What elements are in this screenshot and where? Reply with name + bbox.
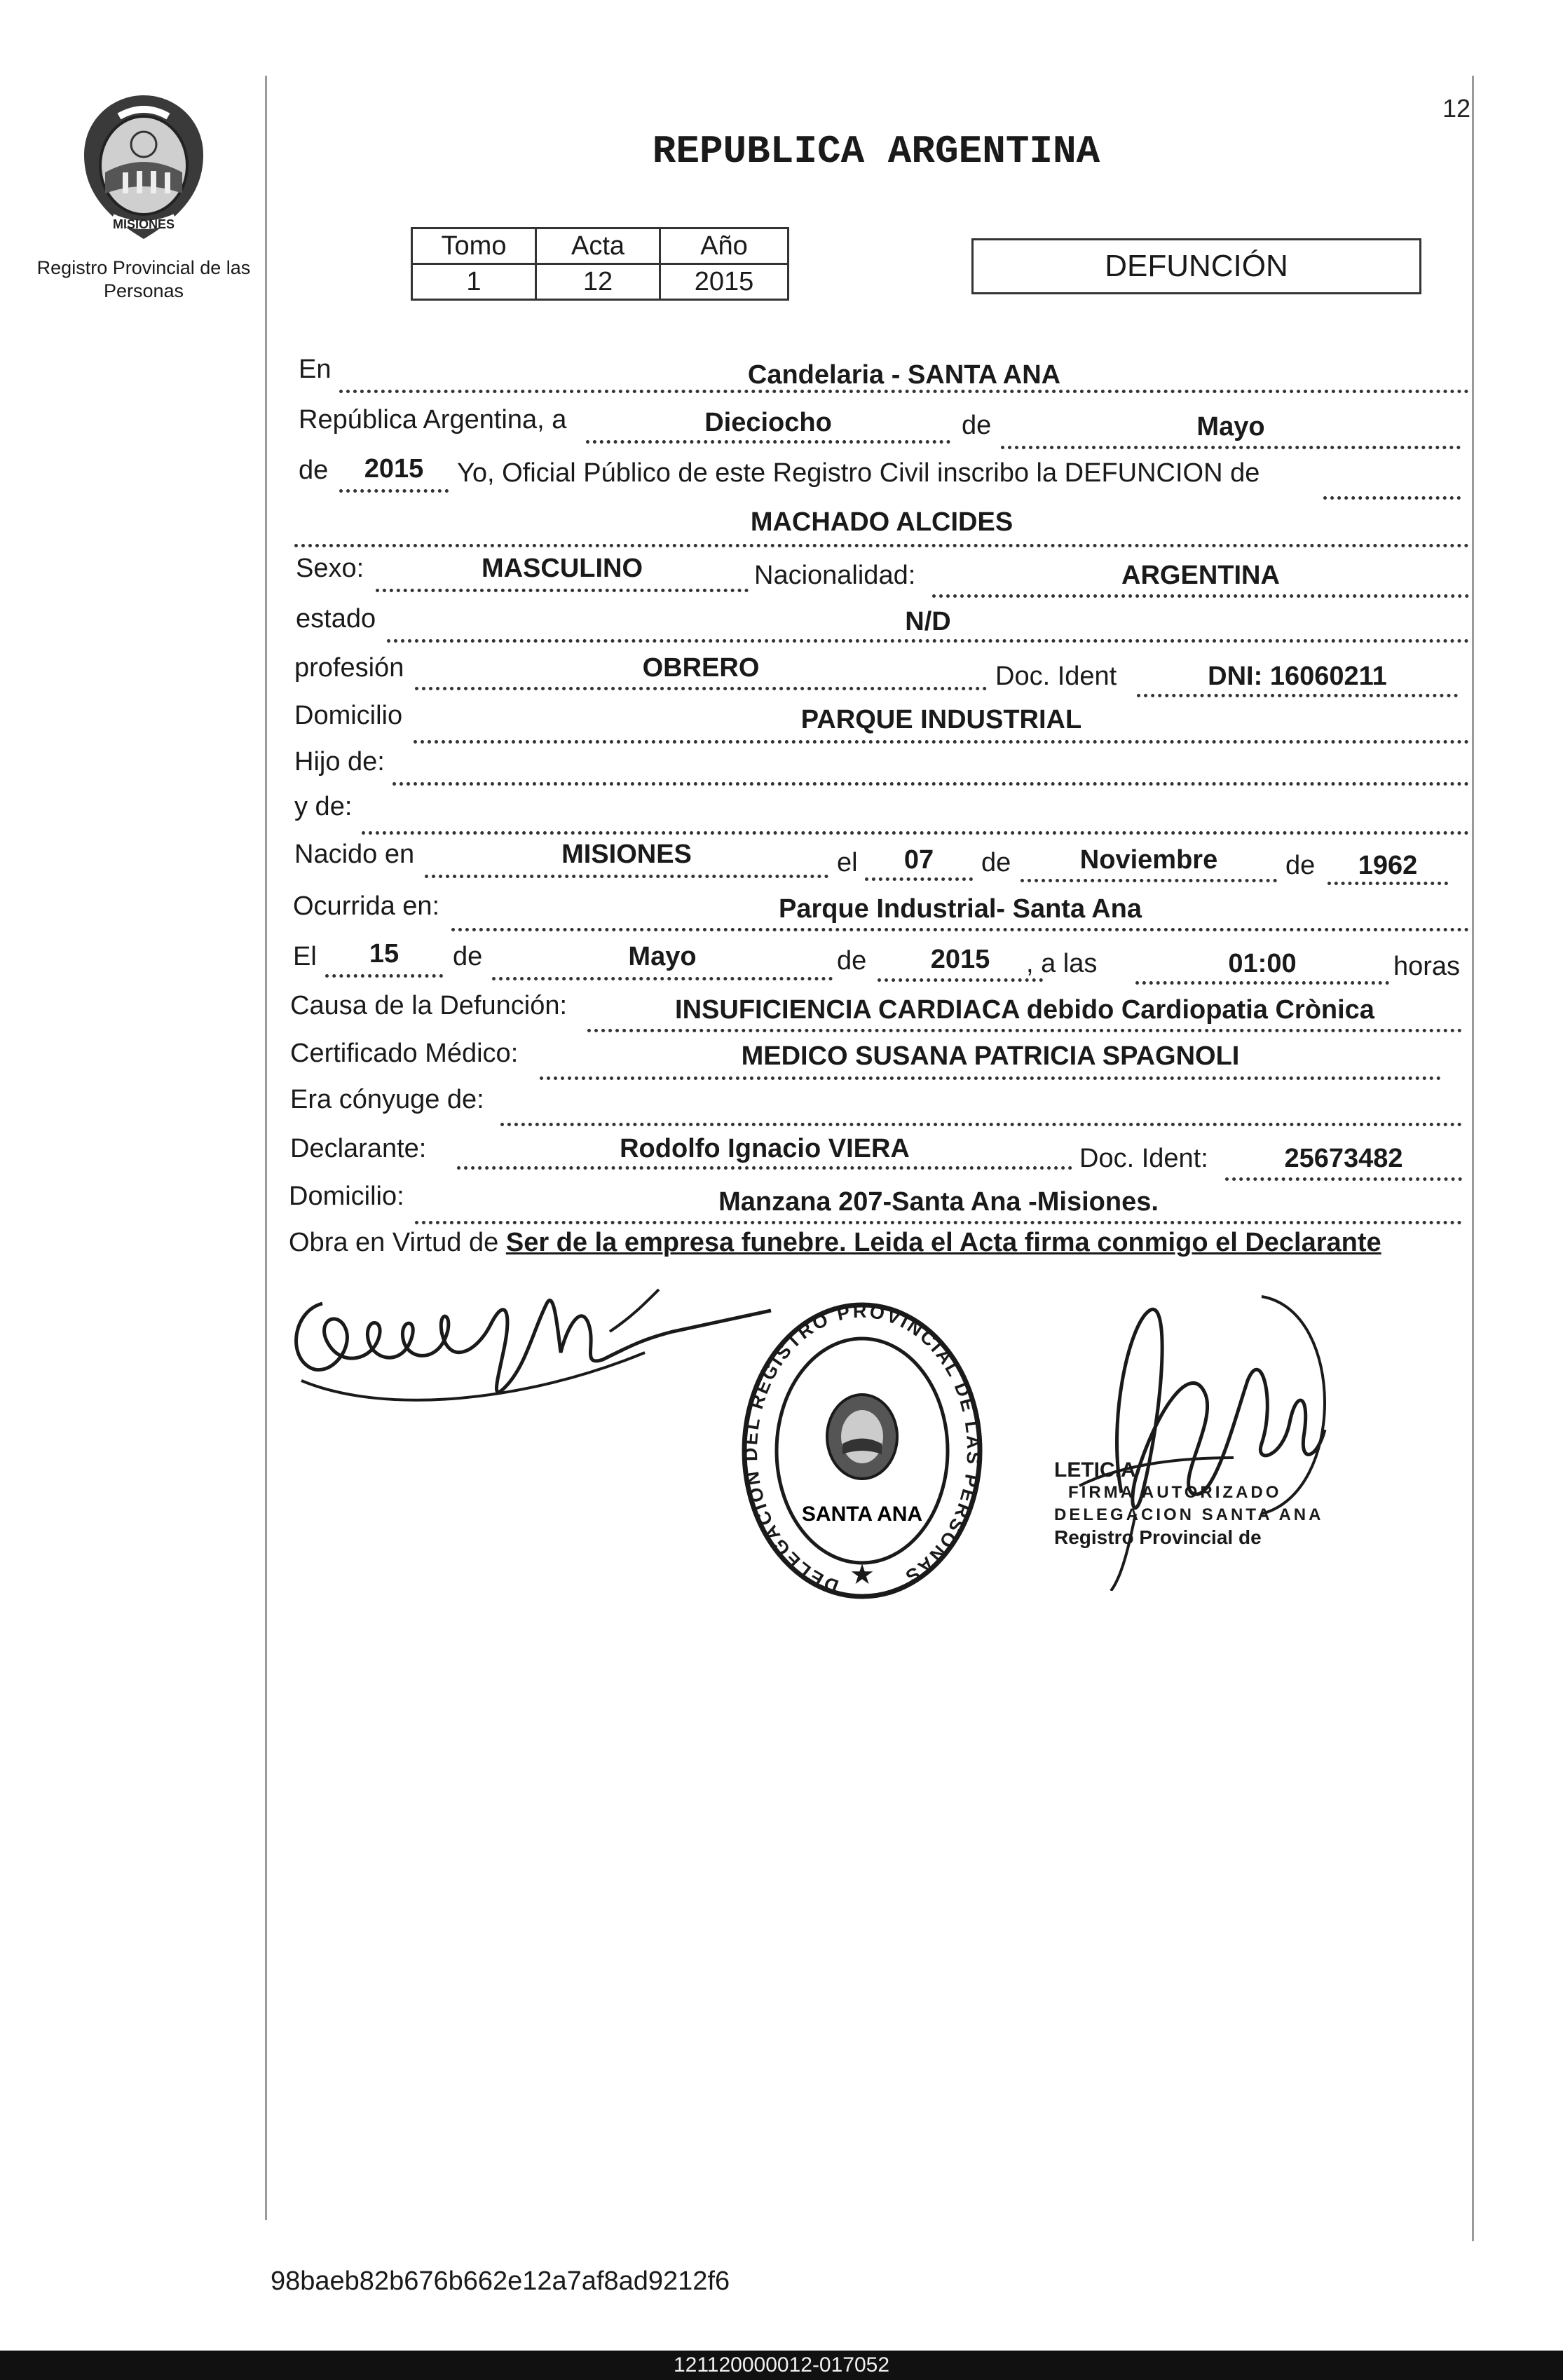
registry-round-stamp [729,1290,995,1612]
dotted-line [1137,694,1458,697]
de-label: de [453,942,483,971]
def-dia-value: 15 [369,939,400,969]
acta-label: Acta [536,228,660,264]
nombre-value: MACHADO ALCIDES [750,507,1013,537]
dotted-line [492,977,833,980]
official-stamp [1054,1459,1323,1549]
nac-dia-value: 07 [903,845,934,875]
dotted-line [540,1076,1441,1080]
profesion-value: OBRERO [642,653,760,683]
declarante-doc-value: 25673482 [1284,1144,1403,1173]
ano-value: 2015 [660,264,789,300]
logo-caption: Registro Provincial de las Personas [36,257,251,301]
right-margin-line [1472,76,1474,2241]
dotted-line [1021,879,1277,882]
dotted-line [457,1166,1072,1170]
declarante-domicilio-value: Manzana 207-Santa Ana -Misiones. [718,1187,1159,1217]
ano-value: 2015 [364,454,424,484]
yo-oficial-text: Yo, Oficial Público de este Registro Civil inscribo la DEFUNCION de [457,458,1260,488]
hijo-de-label: Hijo de: [294,747,385,777]
dotted-line [1323,496,1461,500]
sexo-value: MASCULINO [481,554,643,583]
ocurrida-en-value: Parque Industrial- Santa Ana [778,894,1142,924]
ano-label: Año [660,228,789,264]
doc-ident2-label: Doc. Ident: [1079,1144,1208,1173]
svg-text:MISIONES: MISIONES [112,217,175,231]
de-label: de [981,848,1011,877]
dotted-line [1327,882,1448,885]
lugar-value: Candelaria - SANTA ANA [747,360,1061,390]
obra-label: Obra en Virtud de [289,1228,499,1257]
dotted-line [415,687,987,690]
document-title: REPUBLICA ARGENTINA [652,129,1100,174]
dotted-line [414,740,1469,744]
dotted-line [393,782,1469,786]
star-icon: ★ [849,1559,875,1590]
domicilio-label: Domicilio [294,701,403,730]
tomo-value: 1 [412,264,536,300]
horas-label: horas [1393,952,1461,981]
dotted-line [387,639,1469,643]
official-stamp-line2: FIRMA AUTORIZADO [1068,1483,1282,1502]
nacionalidad-label: Nacionalidad: [754,561,916,590]
dotted-line [500,1123,1462,1126]
causa-label: Causa de la Defunción: [290,991,568,1020]
estado-value: N/D [905,607,951,636]
nacionalidad-value: ARGENTINA [1121,561,1280,590]
official-stamp-line1: LETICIA [1054,1458,1136,1482]
dotted-line [878,978,1043,982]
el-cap-label: El [293,942,317,971]
dotted-line [362,831,1469,835]
nac-ano-value: 1962 [1358,851,1418,880]
stamp-ring-text: DELEGACION DEL REGISTRO PROVINCIAL DE LAS PERSONAS [739,1300,985,1597]
doc-ident-label: Doc. Ident [995,662,1117,691]
certificado-value: MEDICO SUSANA PATRICIA SPAGNOLI [741,1041,1240,1071]
dotted-line [425,875,828,878]
domicilio-value: PARQUE INDUSTRIAL [800,705,1082,734]
def-mes-value: Mayo [628,942,697,971]
certificado-label: Certificado Médico: [290,1039,519,1068]
stamp-center-text: SANTA ANA [801,1503,923,1526]
declarante-value: Rodolfo Ignacio VIERA [620,1134,910,1163]
hora-value: 01:00 [1228,949,1297,978]
dotted-line [325,974,443,978]
obra-en-virtud-line [289,1228,1381,1258]
profesion-label: profesión [294,653,404,683]
left-margin-line [265,76,267,2220]
official-stamp-line4: Registro Provincial de [1054,1526,1262,1548]
obra-value: Ser de la empresa funebre. Leida el Acta firma conmigo el Declarante [505,1228,1381,1257]
dotted-line [451,928,1469,931]
record-type-box: DEFUNCIÓN [971,238,1421,294]
el-label: el [837,848,858,877]
de-label: de [299,456,329,485]
de-label: de [1285,851,1316,880]
tomo-label: Tomo [412,228,536,264]
de-label: de [962,411,992,440]
def-ano-value: 2015 [930,945,990,974]
declarant-signature [280,1261,785,1430]
de-label: de [837,946,867,976]
declarante-label: Declarante: [290,1134,427,1163]
en-label: En [299,355,332,384]
conyuge-label: Era cónyuge de: [290,1085,484,1114]
dotted-line [587,1029,1462,1032]
republica-label: República Argentina, a [299,405,567,435]
dotted-line [586,440,950,444]
a-las-label: , a las [1026,949,1098,978]
dotted-line [1225,1177,1462,1181]
dotted-line [415,1221,1462,1224]
dotted-line [1135,981,1389,985]
mes-value: Mayo [1196,412,1265,442]
y-de-label: y de: [294,792,353,821]
nacido-en-value: MISIONES [561,840,692,869]
dotted-line [294,544,1469,547]
causa-value: INSUFICIENCIA CARDIACA debido Cardiopatia Crònica [675,995,1374,1025]
dotted-line [1001,446,1461,449]
estado-label: estado [296,604,376,634]
nac-mes-value: Noviembre [1079,845,1218,875]
page-number: 12 [1442,94,1471,123]
tomo-acta-table [411,227,789,301]
dotted-line [865,877,973,881]
dotted-line [932,594,1469,598]
nacido-en-label: Nacido en [294,840,415,869]
document-hash: 98baeb82b676b662e12a7af8ad9212f6 [271,2266,730,2296]
dni-value: DNI: 16060211 [1208,662,1387,691]
dia-value: Dieciocho [704,408,832,437]
dotted-line [339,489,449,493]
acta-value: 12 [536,264,660,300]
barcode-footer: 121120000012-017052 [0,2351,1563,2380]
sexo-label: Sexo: [296,554,364,583]
official-stamp-line3: DELEGACION SANTA ANA [1054,1505,1324,1524]
domicilio2-label: Domicilio: [289,1182,404,1211]
dotted-line [376,589,749,592]
ocurrida-en-label: Ocurrida en: [293,891,440,921]
